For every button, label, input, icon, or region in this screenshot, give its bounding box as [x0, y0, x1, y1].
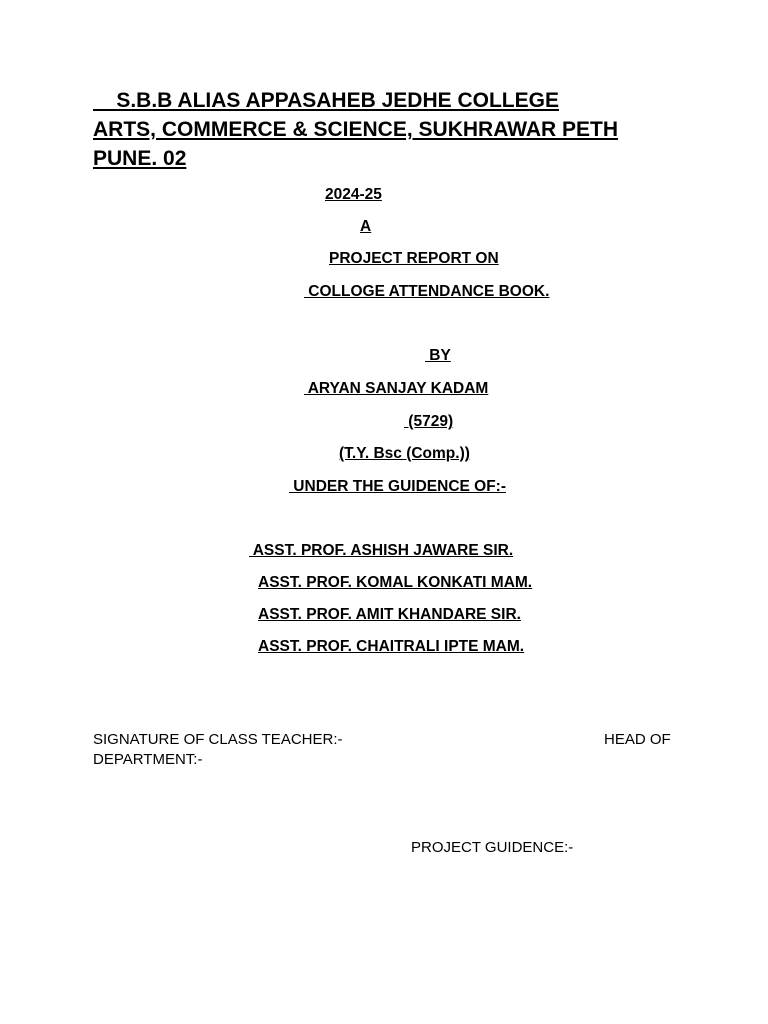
article-a: A: [360, 218, 372, 235]
guide-1: ASST. PROF. ASHISH JAWARE SIR.: [249, 542, 514, 559]
guide-4: ASST. PROF. CHAITRALI IPTE MAM.: [258, 638, 525, 655]
head-of-department-label-part2: DEPARTMENT:-: [93, 751, 203, 768]
project-title: COLLOGE ATTENDANCE BOOK.: [304, 283, 550, 300]
student-name: ARYAN SANJAY KADAM: [304, 380, 489, 397]
college-name-line1: S.B.B ALIAS APPASAHEB JEDHE COLLEGE: [93, 89, 559, 112]
head-of-department-label-part1: HEAD OF: [604, 731, 671, 748]
by-label: BY: [425, 347, 451, 364]
guide-3: ASST. PROF. AMIT KHANDARE SIR.: [258, 606, 521, 623]
academic-year: 2024-25: [325, 186, 382, 203]
class-name: (T.Y. Bsc (Comp.)): [339, 445, 470, 462]
college-name-line2: ARTS, COMMERCE & SCIENCE, SUKHRAWAR PETH: [93, 118, 619, 141]
guide-2: ASST. PROF. KOMAL KONKATI MAM.: [258, 574, 533, 591]
roll-number: (5729): [404, 413, 454, 430]
report-heading: PROJECT REPORT ON: [329, 250, 499, 267]
guidance-heading: UNDER THE GUIDENCE OF:-: [289, 478, 506, 495]
project-guidance-label: PROJECT GUIDENCE:-: [411, 839, 574, 856]
college-name-line3: PUNE. 02: [93, 147, 187, 170]
signature-class-teacher-label: SIGNATURE OF CLASS TEACHER:-: [93, 731, 343, 748]
